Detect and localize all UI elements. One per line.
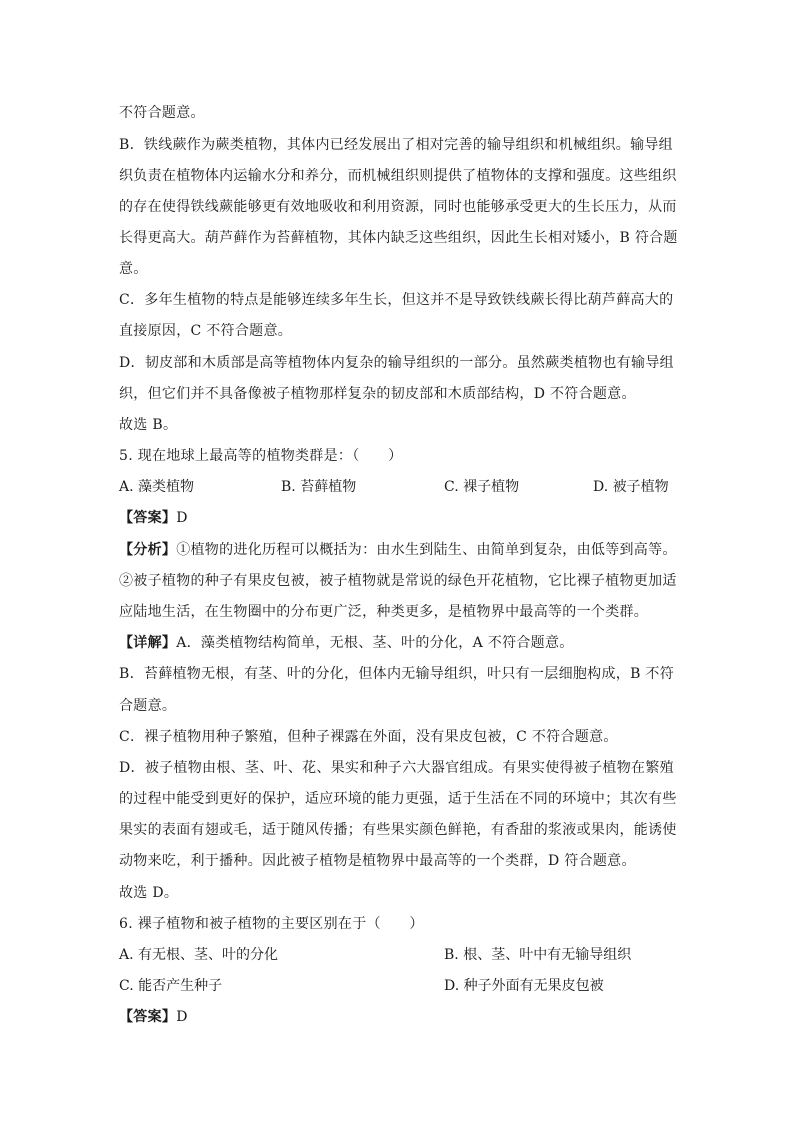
text-line: B．苔藓植物无根，有茎、叶的分化，但体内无输导组织，叶只有一层细胞构成，B 不符 [119, 666, 675, 682]
analysis-label: 【分析】 [119, 542, 177, 558]
text-line: D．韧皮部和木质部是高等植物体内复杂的输导组织的一部分。虽然蕨类植物也有输导组 [119, 355, 674, 371]
text-line: 织，但它们并不具备像被子植物那样复杂的韧皮部和木质部结构，D 不符合题意。 [119, 386, 636, 402]
q6-option-c: C. 能否产生种子 [119, 978, 223, 994]
text-line: ②被子植物的种子有果皮包被，被子植物就是常说的绿色开花植物，它比裸子植物更加适 [119, 573, 677, 589]
q6-answer [119, 1007, 679, 1027]
q5-analysis [119, 540, 679, 560]
answer-label: 【答案】 [119, 1009, 177, 1025]
text-line: 意。 [119, 261, 148, 277]
text-line: 织负责在植物体内运输水分和养分，而机械组织则提供了植物体的支撑和强度。这些组织 [119, 168, 677, 184]
text-line: 直接原因，C 不符合题意。 [119, 323, 293, 339]
text-line: 的过程中能受到更好的保护，适应环境的能力更强，适于生活在不同的环境中；其次有些 [119, 791, 677, 807]
q5-option-d: D. 被子植物 [593, 479, 669, 495]
answer-value: D [176, 510, 188, 526]
q6-option-d: D. 种子外面有无果皮包被 [444, 978, 604, 994]
text-line: 故选 B。 [119, 417, 178, 433]
text-line: 长得更高大。葫芦藓作为苔藓植物，其体内缺乏这些组织，因此生长相对矮小，B 符合题 [119, 230, 678, 246]
text-line: C．裸子植物用种子繁殖，但种子裸露在外面，没有果皮包被，C 不符合题意。 [119, 729, 618, 745]
analysis-text: ①植物的进化历程可以概括为：由水生到陆生、由简单到复杂，由低等到高等。 [176, 542, 677, 558]
text-line: 的存在使得铁线蕨能够更有效地吸收和利用资源，同时也能够承受更大的生长压力，从而 [119, 199, 677, 215]
q5-option-c: C. 裸子植物 [444, 479, 520, 495]
answer-label: 【答案】 [119, 510, 177, 526]
q5-detail [119, 633, 679, 653]
text-line: D．被子植物由根、茎、叶、花、果实和种子六大器官组成。有果实使得被子植物在繁殖 [119, 760, 674, 776]
q5-answer [119, 508, 679, 528]
text-line: C．多年生植物的特点是能够连续多年生长，但这并不是导致铁线蕨长得比葫芦藓高大的 [119, 292, 674, 308]
text-line: 动物来吃，利于播种。因此被子植物是植物界中最高等的一个类群，D 符合题意。 [119, 853, 636, 869]
q5-option-a: A. 藻类植物 [119, 479, 195, 495]
answer-value: D [176, 1009, 188, 1025]
question-6-stem: 6. 裸子植物和被子植物的主要区别在于（ ） [119, 916, 424, 932]
q6-option-b: B. 根、茎、叶中有无输导组织 [444, 947, 632, 963]
q6-option-a: A. 有无根、茎、叶的分化 [119, 947, 279, 963]
text-line: 应陆地生活，在生物圈中的分布更广泛，种类更多，是植物界中最高等的一个类群。 [119, 604, 649, 620]
detail-text: A．藻类植物结构简单，无根、茎、叶的分化，A 不符合题意。 [176, 635, 574, 651]
detail-label: 【详解】 [119, 635, 177, 651]
question-5-stem: 5. 现在地球上最高等的植物类群是：（ ） [119, 448, 403, 464]
text-line: 合题意。 [119, 698, 177, 714]
text-line: 不符合题意。 [119, 105, 205, 121]
q5-option-b: B. 苔藓植物 [281, 479, 357, 495]
text-line: 果实的表面有翅或毛，适于随风传播；有些果实颜色鲜艳，有香甜的浆液或果肉，能诱使 [119, 822, 677, 838]
text-line: 故选 D。 [119, 885, 179, 901]
text-line: B．铁线蕨作为蕨类植物，其体内已经发展出了相对完善的输导组织和机械组织。输导组 [119, 137, 673, 153]
